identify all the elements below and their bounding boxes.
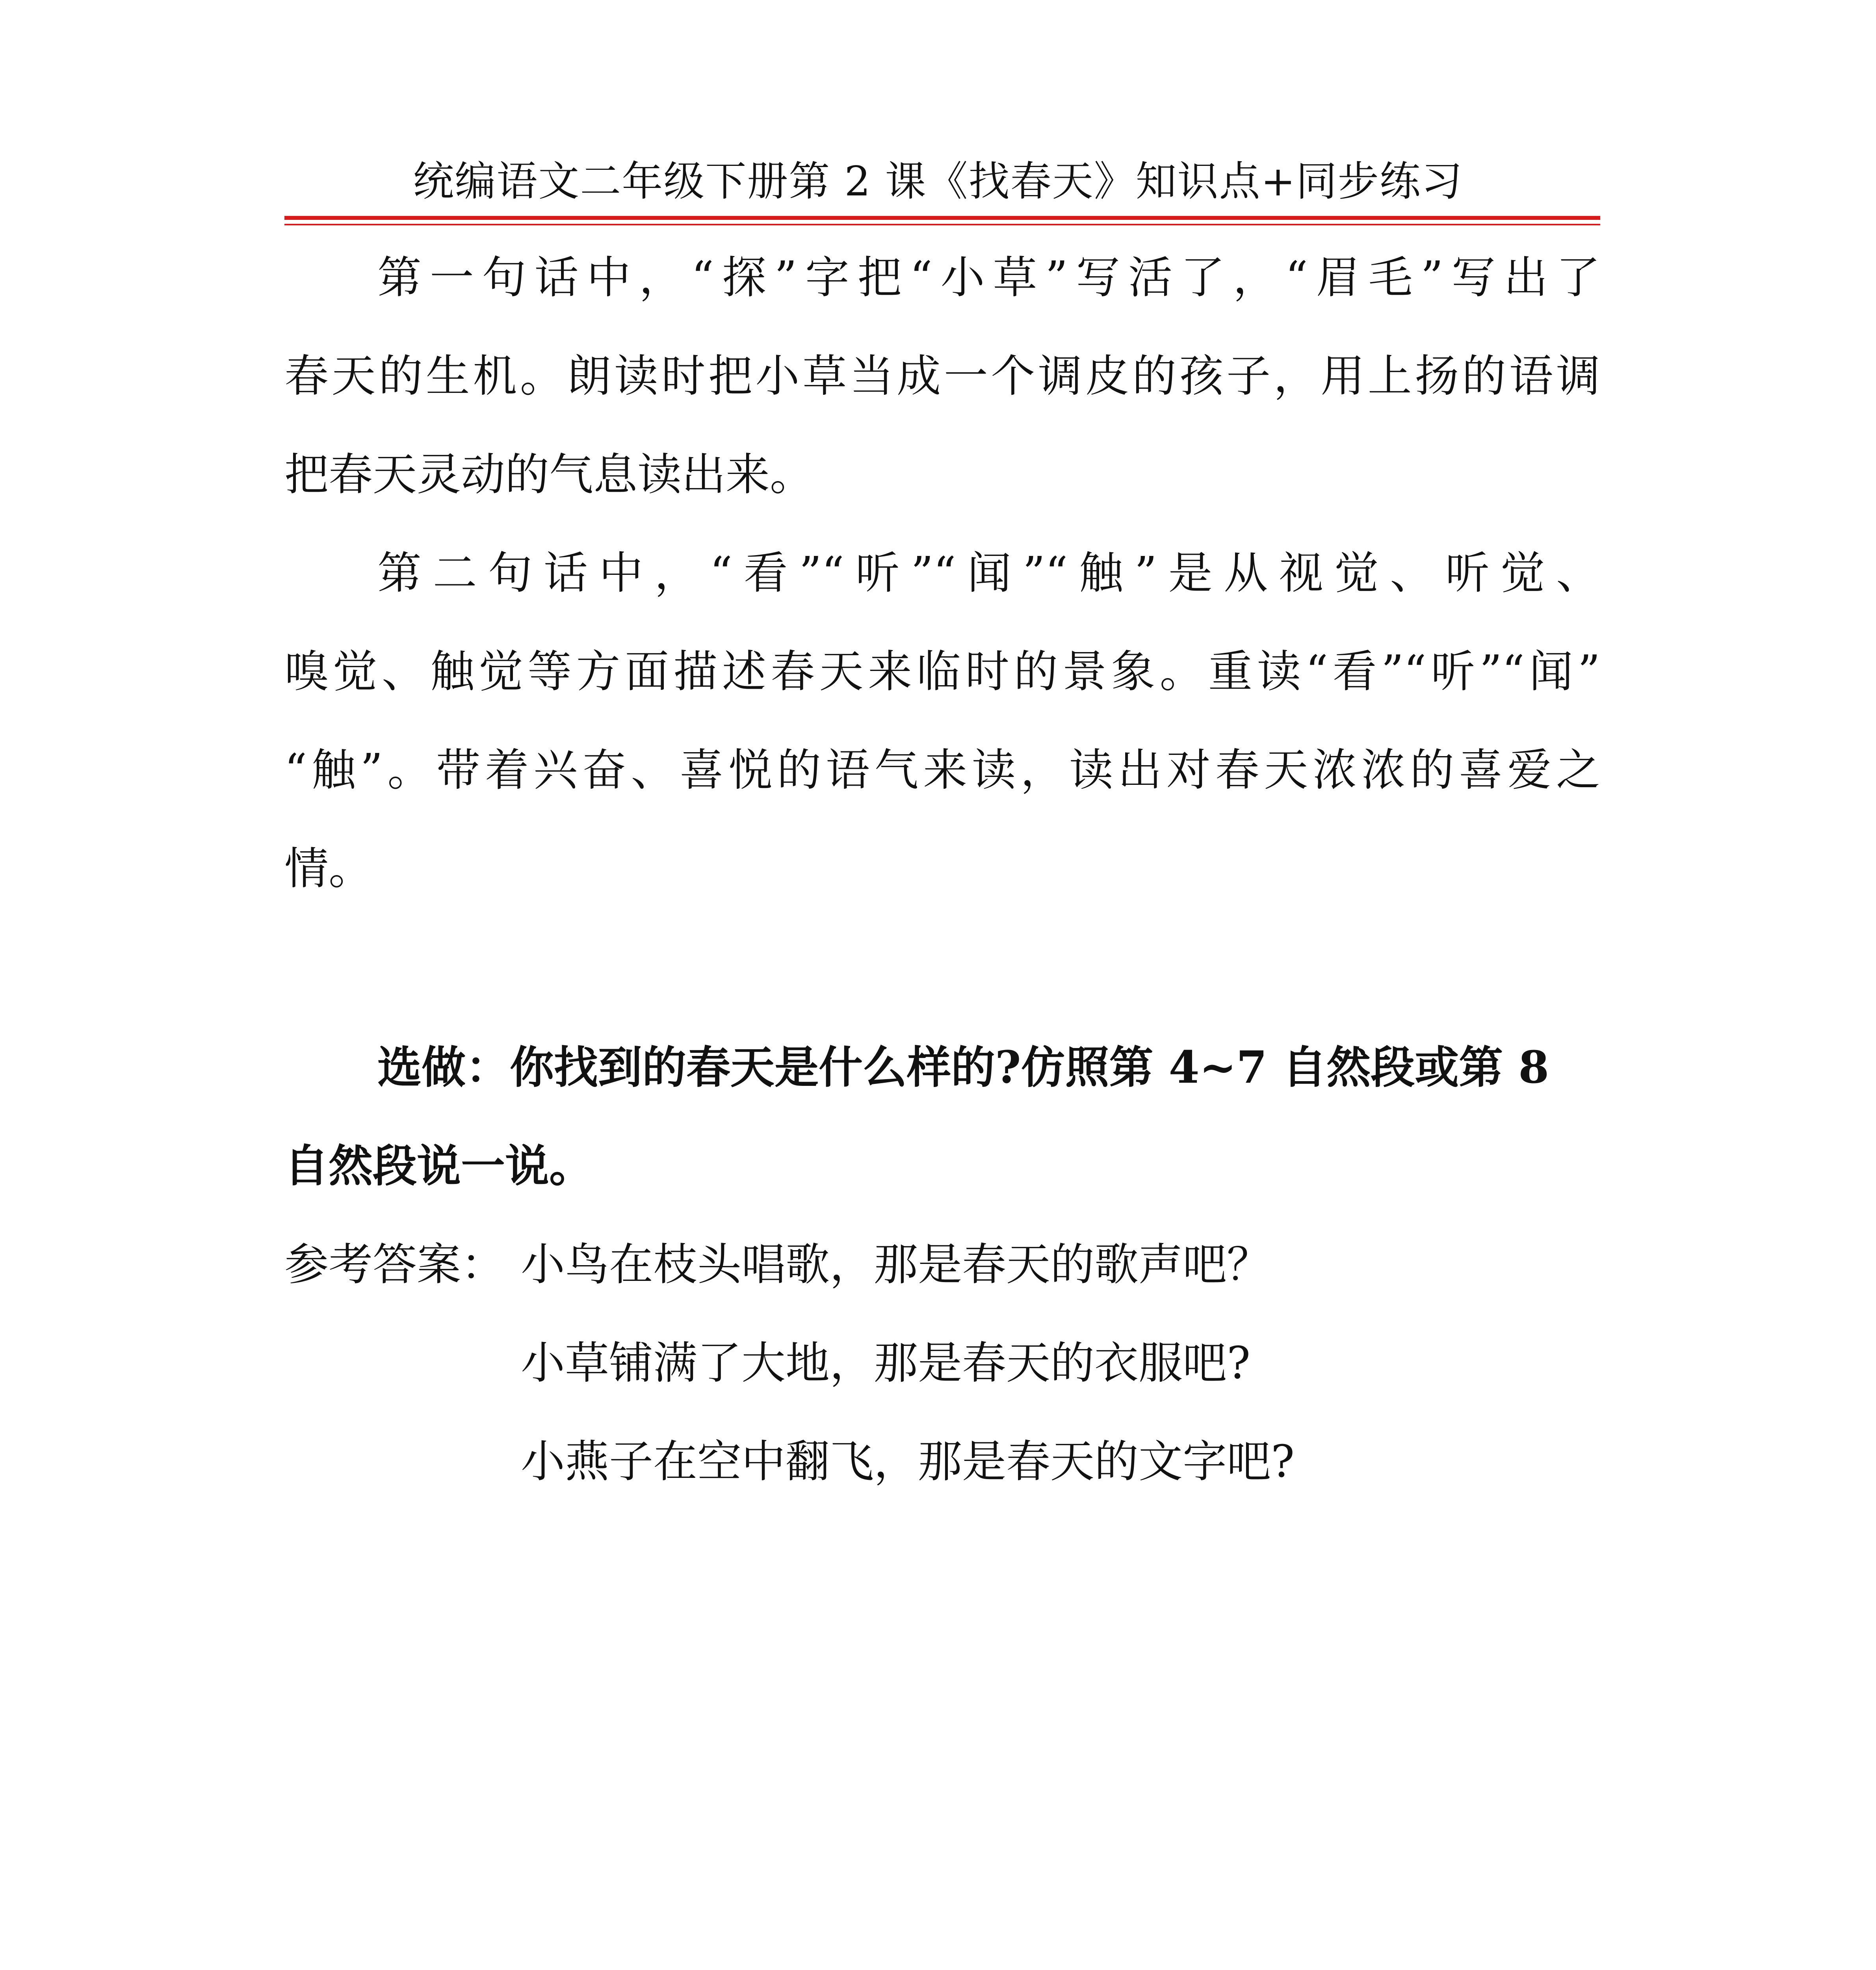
paragraph-line: 把春天灵动的气息读出来。 [284, 449, 814, 500]
paragraph-line: 第二句话中，“看”“听”“闻”“触”是从视觉、听觉、 [377, 548, 1600, 599]
header-title: 统编语文二年级下册第 2 课《找春天》知识点+同步练习 [413, 157, 1463, 205]
header-rule-thin [284, 224, 1600, 225]
paragraph-line: 嗅觉、触觉等方面描述春天来临时的景象。重读“看”“听”“闻” [284, 646, 1600, 697]
paragraph-line: 情。 [284, 843, 373, 894]
question-line: 选做：你找到的春天是什么样的?仿照第 4~7 自然段或第 8 [377, 1042, 1549, 1093]
paragraph-line: 春天的生机。朗读时把小草当成一个调皮的孩子，用上扬的语调 [284, 351, 1600, 402]
header-rule-thick [284, 216, 1600, 220]
answer-line: 小鸟在枝头唱歌，那是春天的歌声吧？ [521, 1239, 1271, 1290]
answer-line: 小燕子在空中翻飞，那是春天的文字吧? [521, 1436, 1295, 1487]
answer-line: 小草铺满了大地，那是春天的衣服吧? [521, 1338, 1251, 1389]
answer-label: 参考答案： [284, 1239, 505, 1290]
question-line: 自然段说一说。 [284, 1140, 593, 1192]
paragraph-line: 第一句话中，“探”字把“小草”写活了，“眉毛”写出了 [377, 252, 1600, 303]
paragraph-line: “触”。带着兴奋、喜悦的语气来读，读出对春天浓浓的喜爱之 [284, 745, 1600, 796]
